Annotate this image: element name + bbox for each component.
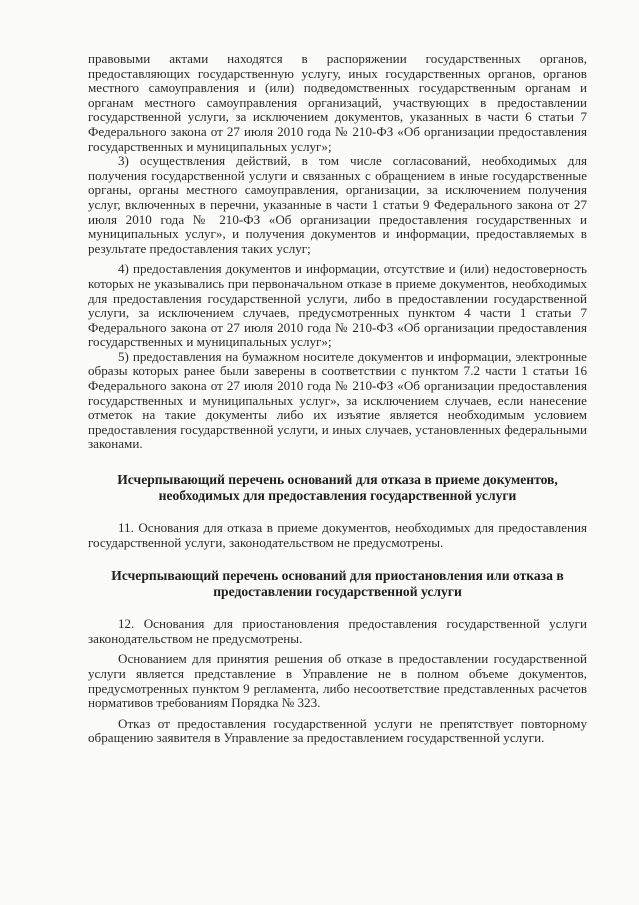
paragraph-continuation: правовыми актами находятся в распоряжении государственных органов, предоставляющих государственную услугу, иных государственных органов, органов местного самоуправления и (или) подведомственных государственным органам и органам местного самоуправления организаций, участвующих в предоставлении государственной услуги, за исключением документов, указанных в части 6 статьи 7 Федерального закона от 27 июля 2010 года № 210-ФЗ «Об организации предоставления государственных и муниципальных услуг»; [88,51,587,154]
paragraph-refusal-basis: Основанием для принятия решения об отказе в предоставлении государственной услуги является представление в Управление не в полном объеме документов, предусмотренных пунктом 9 регламента, либо несоответствие представленных расчетов нормативов требованиям Порядка № 323. [88,651,587,711]
section-heading-suspension-refusal: Исчерпывающий перечень оснований для приостановления или отказа в предоставлении государственной услуги [111,568,564,600]
paragraph-12: 12. Основания для приостановления предоставления государственной услуги законодательством не предусмотрены. [88,616,587,646]
paragraph-item-4: 4) предоставления документов и информации, отсутствие и (или) недостоверность которых не указывались при первоначальном отказе в приеме документов, необходимых для предоставления государственной услуги, либо в предоставлении государственной услуги, за исключением случаев, предусмотренных пунктом 4 части 1 статьи 7 Федерального закона от 27 июля 2010 года № 210-ФЗ «Об организации предоставления государственных и муниципальных услуг»; [88,261,587,350]
paragraph-11: 11. Основания для отказа в приеме документов, необходимых для предоставления государственной услуги, законодательством не предусмотрены. [88,520,587,550]
paragraph-item-5: 5) предоставления на бумажном носителе документов и информации, электронные образы которых ранее были заверены в соответствии с пунктом 7.2 части 1 статьи 16 Федерального закона от 27 июля 2010 года № 210-ФЗ «Об организации предоставления государственных и муниципальных услуг», за исключением случаев, если нанесение отметок на такие документы либо их изъятие является необходимым условием предоставления государственной услуги, и иных случаев, установленных федеральными законами. [88,348,587,452]
paragraph-reapplication: Отказ от предоставления государственной услуги не препятствует повторному обращению заявителя в Управление за предоставлением государственной услуги. [88,715,587,746]
paragraph-item-3: 3) осуществления действий, в том числе согласований, необходимых для получения государственной услуги и связанных с обращением в иные государственные органы, органы местного самоуправления, организации, за исключением получения услуг, включенных в перечни, указанные в части 1 статьи 9 Федерального закона от 27 июля 2010 года № 210-ФЗ «Об организации предоставления государственных и муниципальных услуг», и получения документов и информации, предоставляемых в результате предоставления таких услуг; [88,153,587,256]
section-heading-refusal-acceptance: Исчерпывающий перечень оснований для отказа в приеме документов, необходимых для предоставления государственной услуги [117,472,558,504]
